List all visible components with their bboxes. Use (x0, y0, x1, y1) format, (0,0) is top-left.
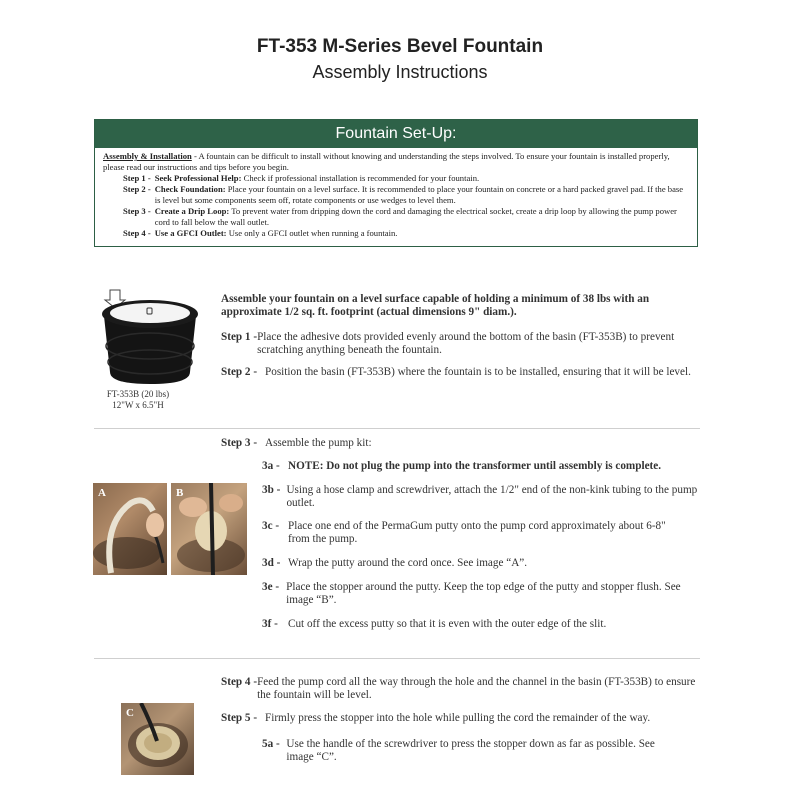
substep-text: Wrap the putty around the cord once. See image “A”. (288, 557, 528, 569)
step4-text: Feed the pump cord all the way through the hole and the channel in the basin (FT-353B) to ensure the fountain will be level. (257, 676, 696, 701)
step2-text: Position the basin (FT-353B) where the fountain is to be installed, ensuring that it will be level. (265, 366, 691, 378)
section1-lead (221, 293, 691, 319)
basin-caption-line: 12"W x 6.5"H (112, 400, 164, 410)
step1-text: Place the adhesive dots provided evenly around the bottom of the basin (FT-353B) to prevent scratching anything beneath the fountain. (257, 331, 675, 356)
substep-text: NOTE: Do not plug the pump into the transformer until assembly is complete. (288, 460, 662, 472)
setup-step-text (155, 228, 398, 239)
substep-text: Using a hose clamp and screwdriver, attach the 1/2" end of the non-kink tubing to the pump outlet. (286, 484, 698, 509)
step5-label: Step 5 - (221, 712, 258, 724)
step4-label: Step 4 - (221, 676, 258, 688)
setup-step (103, 228, 689, 239)
substep-row (262, 520, 702, 546)
substep-text: Place one end of the PermaGum putty onto the pump cord approximately about 6-8" from the pump. (288, 520, 666, 545)
step2-row (221, 366, 691, 379)
setup-header: Fountain Set-Up: (95, 120, 697, 148)
substep-label: 3e - (262, 581, 280, 593)
setup-step-body: Use only a GFCI outlet when running a fountain. (226, 228, 398, 238)
step5-text: Firmly press the stopper into the hole while pulling the cord the remainder of the way. (265, 712, 651, 724)
setup-step-heading: Seek Professional Help: (154, 173, 242, 183)
setup-intro-text: - A fountain can be difficult to install without knowing and understanding the steps involved. To ensure your fountain is installed properly, please read our instructions and tips before you begin. (103, 151, 670, 172)
photo-a (93, 483, 167, 575)
setup-step-body: To prevent water from dripping down the cord and damaging the electrical socket, create a drip loop by allowing the pump power cord to fall below the wall outlet. (154, 206, 677, 227)
photo-b-label: B (176, 487, 184, 499)
step5-row (221, 712, 701, 725)
setup-step-heading: Check Foundation: (154, 184, 226, 194)
substep-label: 3b - (262, 484, 281, 496)
basin-illustration (100, 286, 200, 386)
substep-label: 3d - (262, 557, 281, 569)
setup-step-text (155, 206, 689, 228)
setup-step (103, 206, 689, 228)
page-subtitle: Assembly Instructions (312, 62, 488, 82)
step3-label: Step 3 - (221, 437, 258, 449)
step1-label: Step 1 - (221, 331, 258, 343)
step3-row (221, 437, 691, 450)
section-divider (94, 428, 700, 429)
section-divider (94, 658, 700, 659)
substep-row (262, 618, 702, 631)
substep-label: 3f - (262, 618, 278, 630)
step5a-row (262, 738, 682, 764)
photo-a-label: A (98, 487, 106, 499)
setup-step-heading: Use a GFCI Outlet: (154, 228, 227, 238)
step4-row (221, 676, 696, 702)
basin-caption-line: FT-353B (20 lbs) (106, 389, 170, 399)
setup-step-text (155, 173, 479, 184)
setup-step-body: Place your fountain on a level surface. It is recommended to place your fountain on concrete or a hard packed gravel pad. If the base is level but some components seem off, rotate components or use wedges to level them. (154, 184, 684, 205)
page-title: FT-353 M-Series Bevel Fountain (256, 36, 544, 57)
setup-step-label: Step 3 - (123, 206, 151, 216)
step5a-text: Use the handle of the screwdriver to press the stopper down as far as possible. See image “C”. (286, 738, 655, 763)
setup-step (103, 173, 689, 184)
step1-row (221, 331, 691, 357)
setup-panel (94, 119, 698, 247)
substep-label: 3a - (262, 460, 280, 472)
setup-step-text (155, 184, 689, 206)
substep-row (262, 460, 702, 473)
setup-step-body: Check if professional installation is recommended for your fountain. (241, 173, 480, 183)
step3-text: Assemble the pump kit: (265, 437, 372, 449)
setup-step-heading: Create a Drip Loop: (154, 206, 230, 216)
setup-step-label: Step 4 - (123, 228, 151, 238)
substep-text: Place the stopper around the putty. Keep the top edge of the putty and stopper flush. See image “B”. (286, 581, 681, 606)
substep-label: 3c - (262, 520, 280, 532)
setup-body (95, 148, 697, 239)
substep-row (262, 484, 702, 510)
setup-step (103, 184, 689, 206)
section1-lead-text: Assemble your fountain on a level surface capable of holding a minimum of 38 lbs with an approximate 1/2 sq. ft. footprint (actual dimensions 9" diam.). (221, 293, 650, 318)
basin-opening (110, 303, 190, 323)
substep-row (262, 581, 702, 607)
photo-b (171, 483, 247, 575)
photo-c-label: C (126, 707, 134, 719)
step5a-label: 5a - (262, 738, 280, 750)
substep-row (262, 557, 702, 570)
setup-step-label: Step 1 - (123, 173, 151, 183)
setup-intro (103, 151, 689, 173)
setup-step-label: Step 2 - (123, 184, 151, 194)
basin-caption (96, 389, 180, 411)
step2-label: Step 2 - (221, 366, 258, 378)
photo-c (121, 703, 194, 775)
substep-text: Cut off the excess putty so that it is even with the outer edge of the slit. (288, 618, 607, 630)
setup-intro-label: Assembly & Installation (103, 151, 192, 161)
